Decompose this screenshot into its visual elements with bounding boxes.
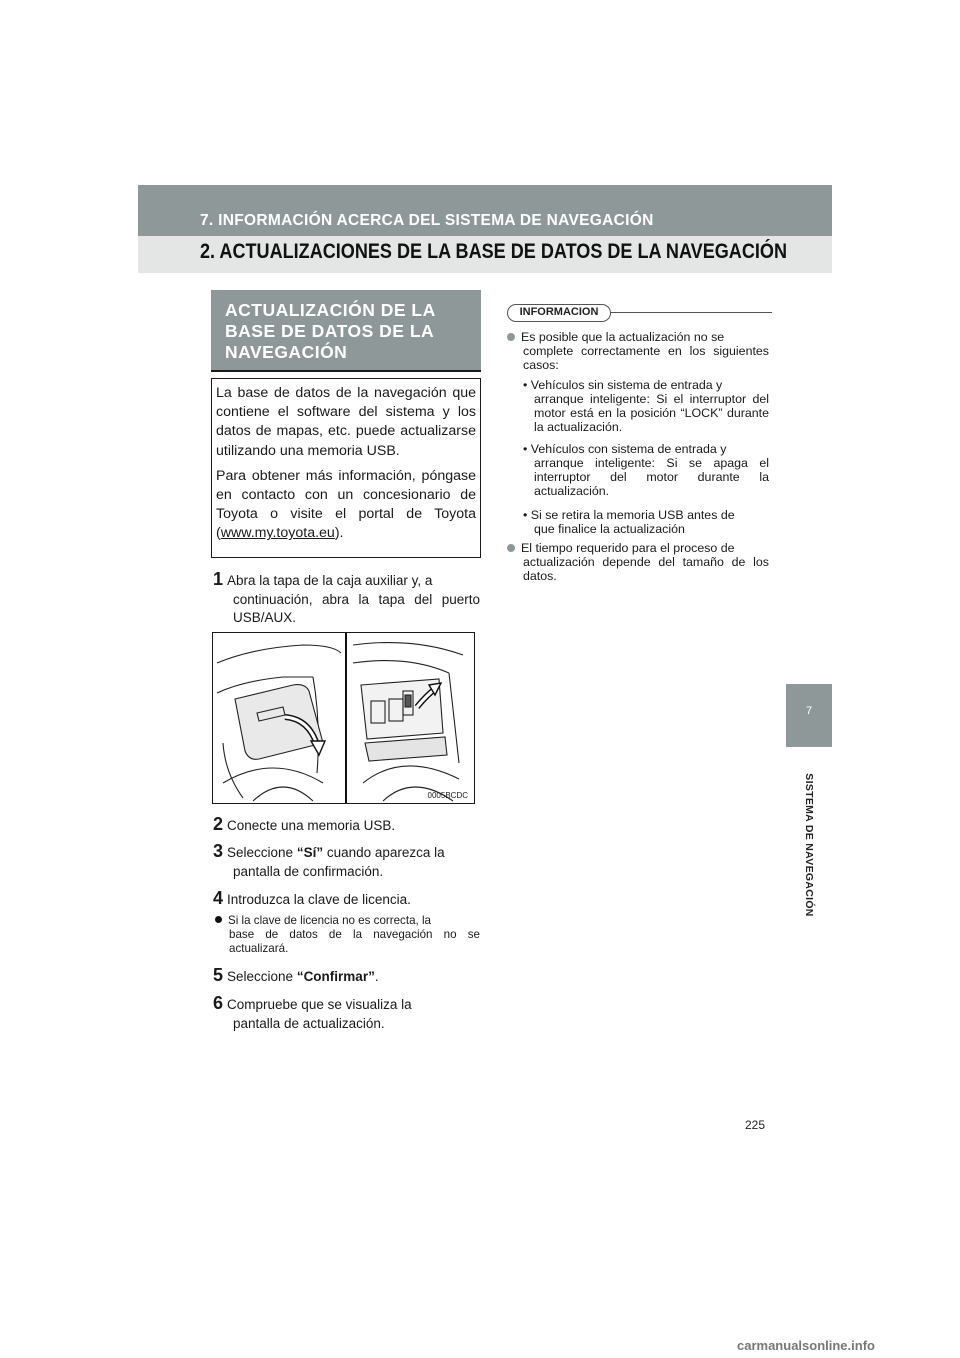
step-number: 6 (213, 993, 224, 1013)
step-1 (213, 570, 480, 628)
usb-port-illustration (212, 632, 475, 804)
info-heading: INFORMACION (507, 304, 611, 322)
box-para-2 (216, 467, 476, 544)
info-sub-text: • Vehículos sin sistema de entrada y (523, 378, 723, 392)
toyota-link[interactable]: www.my.toyota.eu (220, 525, 335, 542)
step-text-after: . (374, 969, 379, 984)
chapter-side-label (800, 760, 818, 930)
box-text (216, 384, 476, 550)
step-number: 5 (213, 965, 224, 985)
step-6 (213, 994, 480, 1033)
box-para-2-text: Para obtener más información, póngase en contacto con un concesionario de Toyota o visite el portal de Toyota ( (216, 467, 476, 542)
step-text: Seleccione (227, 969, 297, 984)
info-bullet-icon (507, 544, 515, 552)
step-text: Introduzca la clave de licencia. (227, 892, 411, 907)
info-text: Es posible que la actualización no se (521, 330, 725, 344)
step-number: 4 (213, 888, 224, 908)
step-4-note (213, 914, 480, 956)
info-item-2 (507, 541, 769, 583)
info-item-1 (507, 330, 769, 372)
step-emphasis: “Sí” (296, 845, 324, 860)
info-sub-2 (523, 442, 769, 498)
step-number: 1 (213, 569, 224, 589)
info-text-cont: actualización depende del tamaño de los datos. (523, 555, 769, 583)
step-text: Compruebe que se visualiza la (227, 997, 412, 1012)
page-number: 225 (745, 1118, 766, 1132)
step-3 (213, 842, 480, 881)
chapter-tab (786, 684, 832, 747)
step-number: 3 (213, 841, 224, 861)
info-text: El tiempo requerido para el proceso de (521, 541, 735, 555)
step-text: Conecte una memoria USB. (227, 818, 396, 833)
box-title: ACTUALIZACIÓN DE LA BASE DE DATOS DE LA NAVEGACIÓN (225, 300, 436, 362)
info-sub-1 (523, 378, 769, 434)
info-sub-3 (523, 508, 769, 536)
info-sub-text: • Si se retira la memoria USB antes de (523, 508, 735, 522)
step-4 (213, 889, 480, 910)
info-sub-text: • Vehículos con sistema de entrada y (523, 442, 727, 456)
chapter-title: 2. ACTUALIZACIONES DE LA BASE DE DATOS DE LA NAVEGACIÓN (200, 240, 787, 263)
note-text: Si la clave de licencia no es correcta, la (228, 914, 431, 927)
chapter-title-bar (138, 236, 832, 273)
step-number: 2 (213, 814, 224, 834)
info-sub-text-cont: arranque inteligente: Si el interruptor del motor está en la posición “LOCK” durante la actualización. (534, 392, 769, 434)
info-bullet-icon (507, 333, 515, 341)
step-text-cont: pantalla de actualización. (233, 1015, 385, 1031)
box-para-1: La base de datos de la navegación que contiene el software del sistema y los datos de mapas, etc. puede actualizarse utilizando una memoria USB. (216, 385, 476, 459)
info-sub-text-cont: que finalice la actualización (534, 522, 685, 536)
step-text-cont: pantalla de confirmación. (233, 863, 384, 879)
box-rule (211, 370, 481, 372)
step-5 (213, 966, 480, 987)
info-sub-text-cont: arranque inteligente: Si se apaga el interruptor del motor durante la actualización. (534, 456, 769, 498)
info-text-cont: complete correctamente en los siguientes casos: (523, 344, 769, 372)
step-emphasis: “Confirmar” (296, 969, 375, 984)
figure-code: 0005BCDC (427, 791, 468, 800)
box-heading (211, 290, 481, 370)
illustration-svg (213, 633, 474, 803)
section-title: 7. INFORMACIÓN ACERCA DEL SISTEMA DE NAVEGACIÓN (200, 212, 654, 229)
bullet-dot-icon (215, 916, 222, 923)
note-text-cont: base de datos de la navegación no se actualizará. (229, 928, 480, 955)
chapter-tab-number: 7 (805, 705, 813, 717)
step-text-cont: continuación, abra la tapa del puerto USB/AUX. (233, 591, 480, 625)
step-text: Seleccione (227, 845, 297, 860)
watermark: carmanualsonline.info (737, 1338, 875, 1353)
chapter-side-label-text: SISTEMA DE NAVEGACIÓN (803, 773, 815, 917)
box-para-2-end: ). (334, 525, 344, 542)
step-text-after: cuando aparezca la (323, 845, 445, 860)
step-2 (213, 815, 480, 836)
step-text: Abra la tapa de la caja auxiliar y, a (227, 573, 433, 588)
